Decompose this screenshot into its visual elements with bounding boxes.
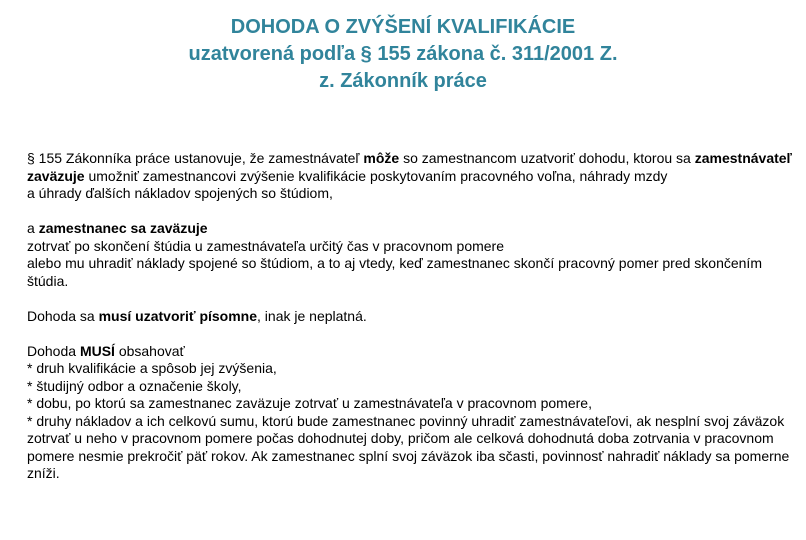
text: obsahovať [114,342,185,359]
bold-text: zamestnávateľ zaväzuje [27,150,792,184]
text: a [27,220,39,236]
bold-text: môže [363,150,400,166]
text: umožniť zamestnancovi zvýšenie kvalifikácie poskytovaním pracovného voľna, náhrady mzdy [84,167,668,184]
title-line-3: z. Zákonník práce [319,70,487,92]
list-item: * dobu, po ktorú sa zamestnanec zaväzuje zotrvať u zamestnávateľa v pracovnom pomere, [27,395,592,411]
title-line-2: uzatvorená podľa § 155 zákona č. 311/2001 Z. [188,43,618,65]
paragraph-4 [27,343,797,361]
list-item: * študijný odbor a označenie školy, [27,377,242,394]
document-title [0,14,806,95]
list-item: * druhy nákladov a ich celkovú sumu, ktorú bude zamestnanec povinný uhradiť zamestnávateľovi, ak nesplní svoj záväzok zotrvať u neho v pracovnom pomere počas dohodnutej doby, pričom ale celková dohodnutá doba zotrvania v pracovnom pomere nesmie prekročiť päť rokov. Ak zamestnanec splní svoj záväzok iba sčasti, povinnosť nahradiť náklady sa pomerne zníži. [27,412,790,481]
text: so zamestnancom uzatvoriť dohodu, ktorou sa [399,150,695,166]
text: Dohoda sa [27,307,99,324]
text: , inak je neplatná. [257,307,367,324]
bold-text: MUSÍ [79,342,115,359]
paragraph-2-line-2: zotrvať po skončení štúdia u zamestnávateľa určitý čas v pracovnom pomere [27,237,505,254]
document-body [27,150,797,483]
paragraph-2-line-3: alebo mu uhradiť náklady spojené so štúdiom, a to aj vtedy, keď zamestnanec skončí pracovný pomer pred skončením štúdia. [27,255,762,289]
text: Dohoda [27,342,80,359]
list-item: * druh kvalifikácie a spôsob jej zvýšenia, [27,360,277,376]
paragraph-3 [27,308,797,326]
title-line-1: DOHODA O ZVÝŠENÍ KVALIFIKÁCIE [230,16,576,38]
bold-text: zamestnanec sa zaväzuje [38,220,208,236]
bold-text: musí uzatvoriť písomne [98,307,258,324]
paragraph-1 [27,150,797,185]
paragraph-2 [27,220,797,238]
text: § 155 Zákonníka práce ustanovuje, že zamestnávateľ [27,150,364,166]
paragraph-1-line-2: a úhrady ďalších nákladov spojených so štúdiom, [27,185,333,201]
